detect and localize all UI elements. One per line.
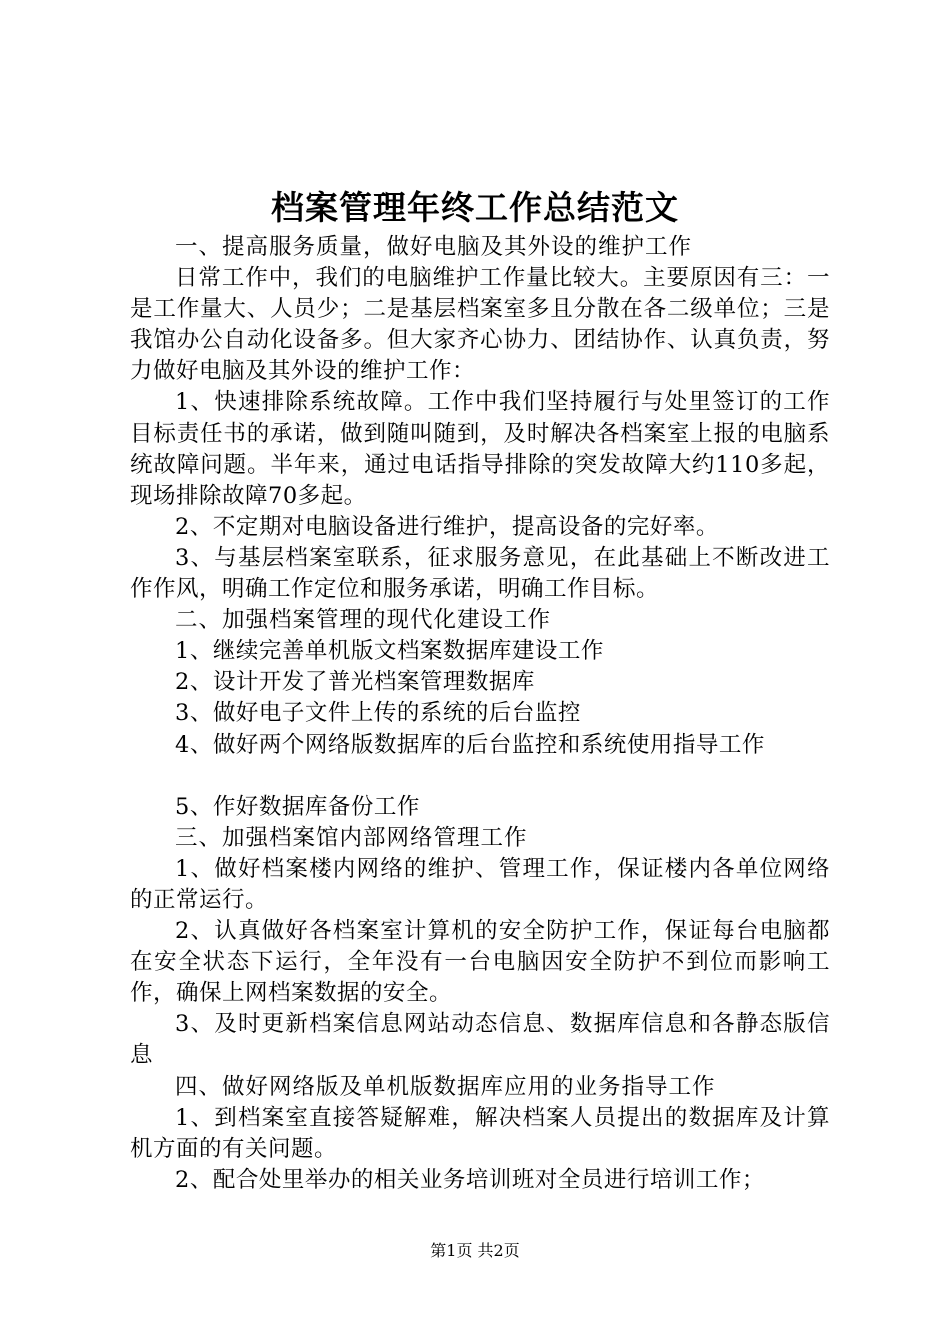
paragraph: 1、到档案室直接答疑解难，解决档案人员提出的数据库及计算机方面的有关问题。 [130, 1104, 830, 1162]
list-item: 4、做好两个网络版数据库的后台监控和系统使用指导工作 [175, 731, 765, 758]
paragraph: 1、做好档案楼内网络的维护、管理工作，保证楼内各单位网络的正常运行。 [130, 855, 830, 913]
paragraph: 1、快速排除系统故障。工作中我们坚持履行与处里签订的工作目标责任书的承诺，做到随叫随到，及时解决各档案室上报的电脑系统故障问题。半年来，通过电话指导排除的突发故障大约110多起，现场排除故障70多起。 [130, 389, 830, 509]
section-heading-4: 四、做好网络版及单机版数据库应用的业务指导工作 [175, 1073, 716, 1100]
section-heading-3: 三、加强档案馆内部网络管理工作 [175, 824, 528, 851]
section-heading-1: 一、提高服务质量，做好电脑及其外设的维护工作 [175, 234, 693, 260]
section-heading-2: 二、加强档案管理的现代化建设工作 [175, 607, 552, 634]
list-item: 3、做好电子文件上传的系统的后台监控 [175, 700, 581, 727]
list-item: 5、作好数据库备份工作 [175, 793, 420, 820]
paragraph: 日常工作中，我们的电脑维护工作量比较大。主要原因有三：一是工作量大、人员少；二是基层档案室多且分散在各二级单位；三是我馆办公自动化设备多。但大家齐心协力、团结协作、认真负责，努力做好电脑及其外设的维护工作： [130, 265, 830, 385]
document-body [130, 232, 830, 1196]
paragraph: 3、与基层档案室联系，征求服务意见，在此基础上不断改进工作作风，明确工作定位和服务承诺，明确工作目标。 [130, 544, 830, 603]
page-number-footer: 第1页 共2页 [430, 1241, 520, 1260]
list-item: 2、设计开发了普光档案管理数据库 [175, 669, 535, 696]
paragraph: 2、配合处里举办的相关业务培训班对全员进行培训工作； [175, 1166, 765, 1193]
list-item: 1、继续完善单机版文档案数据库建设工作 [175, 638, 604, 665]
paragraph: 2、认真做好各档案室计算机的安全防护工作，保证每台电脑都在安全状态下运行，全年没有一台电脑因安全防护不到位而影响工作，确保上网档案数据的安全。 [130, 918, 830, 1007]
paragraph: 3、及时更新档案信息网站动态信息、数据库信息和各静态版信息 [130, 1011, 830, 1069]
blank-line [130, 761, 830, 792]
paragraph: 2、不定期对电脑设备进行维护，提高设备的完好率。 [175, 513, 719, 540]
document-title: 档案管理年终工作总结范文 [271, 188, 679, 227]
